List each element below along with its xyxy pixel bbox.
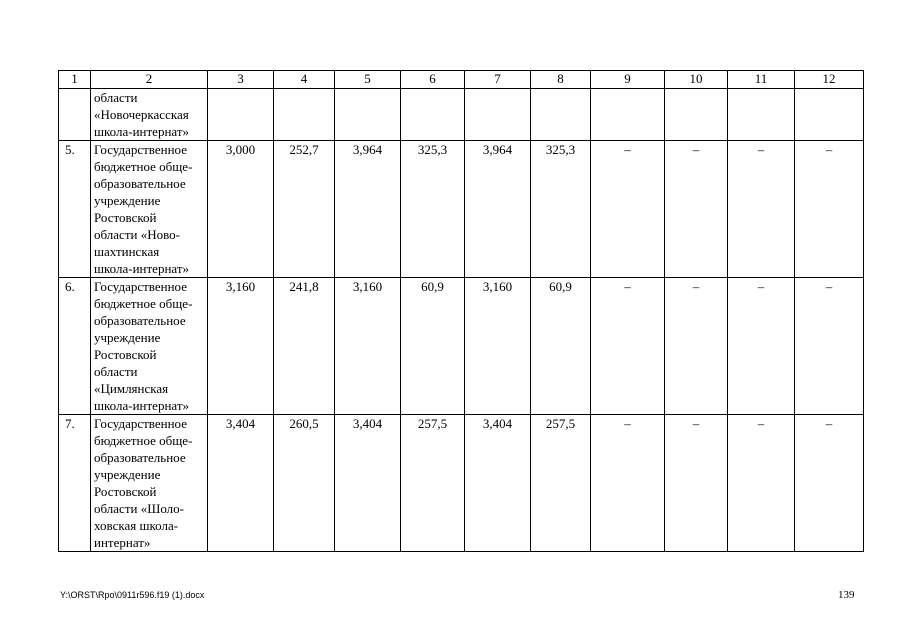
value-cell: 325,3	[401, 141, 465, 278]
value-cell: 257,5	[401, 415, 465, 552]
value-cell: –	[795, 141, 864, 278]
value-cell	[401, 89, 465, 141]
institution-name: Государственное бюджетное обще- образовательное учреждение Ростовской области «Шоло- ховская школа- интернат»	[91, 415, 208, 552]
value-cell: –	[795, 415, 864, 552]
value-cell: 60,9	[531, 278, 591, 415]
column-number: 3	[208, 71, 274, 89]
value-cell: –	[591, 141, 665, 278]
value-cell	[795, 89, 864, 141]
row-index	[59, 89, 91, 141]
value-cell: –	[728, 141, 795, 278]
column-number-row	[59, 71, 864, 89]
file-path-footer: Y:\ORST\Rpo\0911r596.f19 (1).docx	[60, 590, 205, 600]
value-cell: 325,3	[531, 141, 591, 278]
value-cell: –	[591, 278, 665, 415]
row-index: 7.	[59, 415, 91, 552]
value-cell: –	[665, 141, 728, 278]
institution-name: Государственное бюджетное обще- образовательное учреждение Ростовской области «Цимлянская школа-интернат»	[91, 278, 208, 415]
value-cell	[274, 89, 335, 141]
value-cell: –	[665, 415, 728, 552]
value-cell: 3,404	[208, 415, 274, 552]
value-cell: 3,964	[335, 141, 401, 278]
value-cell: –	[665, 278, 728, 415]
table-row	[59, 278, 864, 415]
value-cell: 252,7	[274, 141, 335, 278]
value-cell	[591, 89, 665, 141]
value-cell: 3,000	[208, 141, 274, 278]
column-number: 8	[531, 71, 591, 89]
data-table	[58, 70, 864, 552]
value-cell: –	[795, 278, 864, 415]
table-row	[59, 141, 864, 278]
value-cell	[728, 89, 795, 141]
value-cell: 260,5	[274, 415, 335, 552]
column-number: 6	[401, 71, 465, 89]
column-number: 12	[795, 71, 864, 89]
table-row	[59, 89, 864, 141]
value-cell: 60,9	[401, 278, 465, 415]
value-cell	[335, 89, 401, 141]
row-index: 5.	[59, 141, 91, 278]
value-cell	[208, 89, 274, 141]
column-number: 7	[465, 71, 531, 89]
page-number: 139	[838, 589, 855, 601]
institution-name: области «Новочеркасская школа-интернат»	[91, 89, 208, 141]
value-cell: –	[591, 415, 665, 552]
value-cell: 3,404	[465, 415, 531, 552]
table-row	[59, 415, 864, 552]
value-cell	[665, 89, 728, 141]
value-cell: –	[728, 415, 795, 552]
column-number: 4	[274, 71, 335, 89]
value-cell: 3,404	[335, 415, 401, 552]
column-number: 5	[335, 71, 401, 89]
column-number: 10	[665, 71, 728, 89]
column-number: 11	[728, 71, 795, 89]
column-number: 1	[59, 71, 91, 89]
value-cell: 241,8	[274, 278, 335, 415]
value-cell	[465, 89, 531, 141]
value-cell: 3,160	[335, 278, 401, 415]
value-cell	[531, 89, 591, 141]
row-index: 6.	[59, 278, 91, 415]
column-number: 2	[91, 71, 208, 89]
institution-name: Государственное бюджетное обще- образовательное учреждение Ростовской области «Ново- шахтинская школа-интернат»	[91, 141, 208, 278]
value-cell: –	[728, 278, 795, 415]
value-cell: 3,964	[465, 141, 531, 278]
value-cell: 3,160	[208, 278, 274, 415]
column-number: 9	[591, 71, 665, 89]
value-cell: 257,5	[531, 415, 591, 552]
value-cell: 3,160	[465, 278, 531, 415]
